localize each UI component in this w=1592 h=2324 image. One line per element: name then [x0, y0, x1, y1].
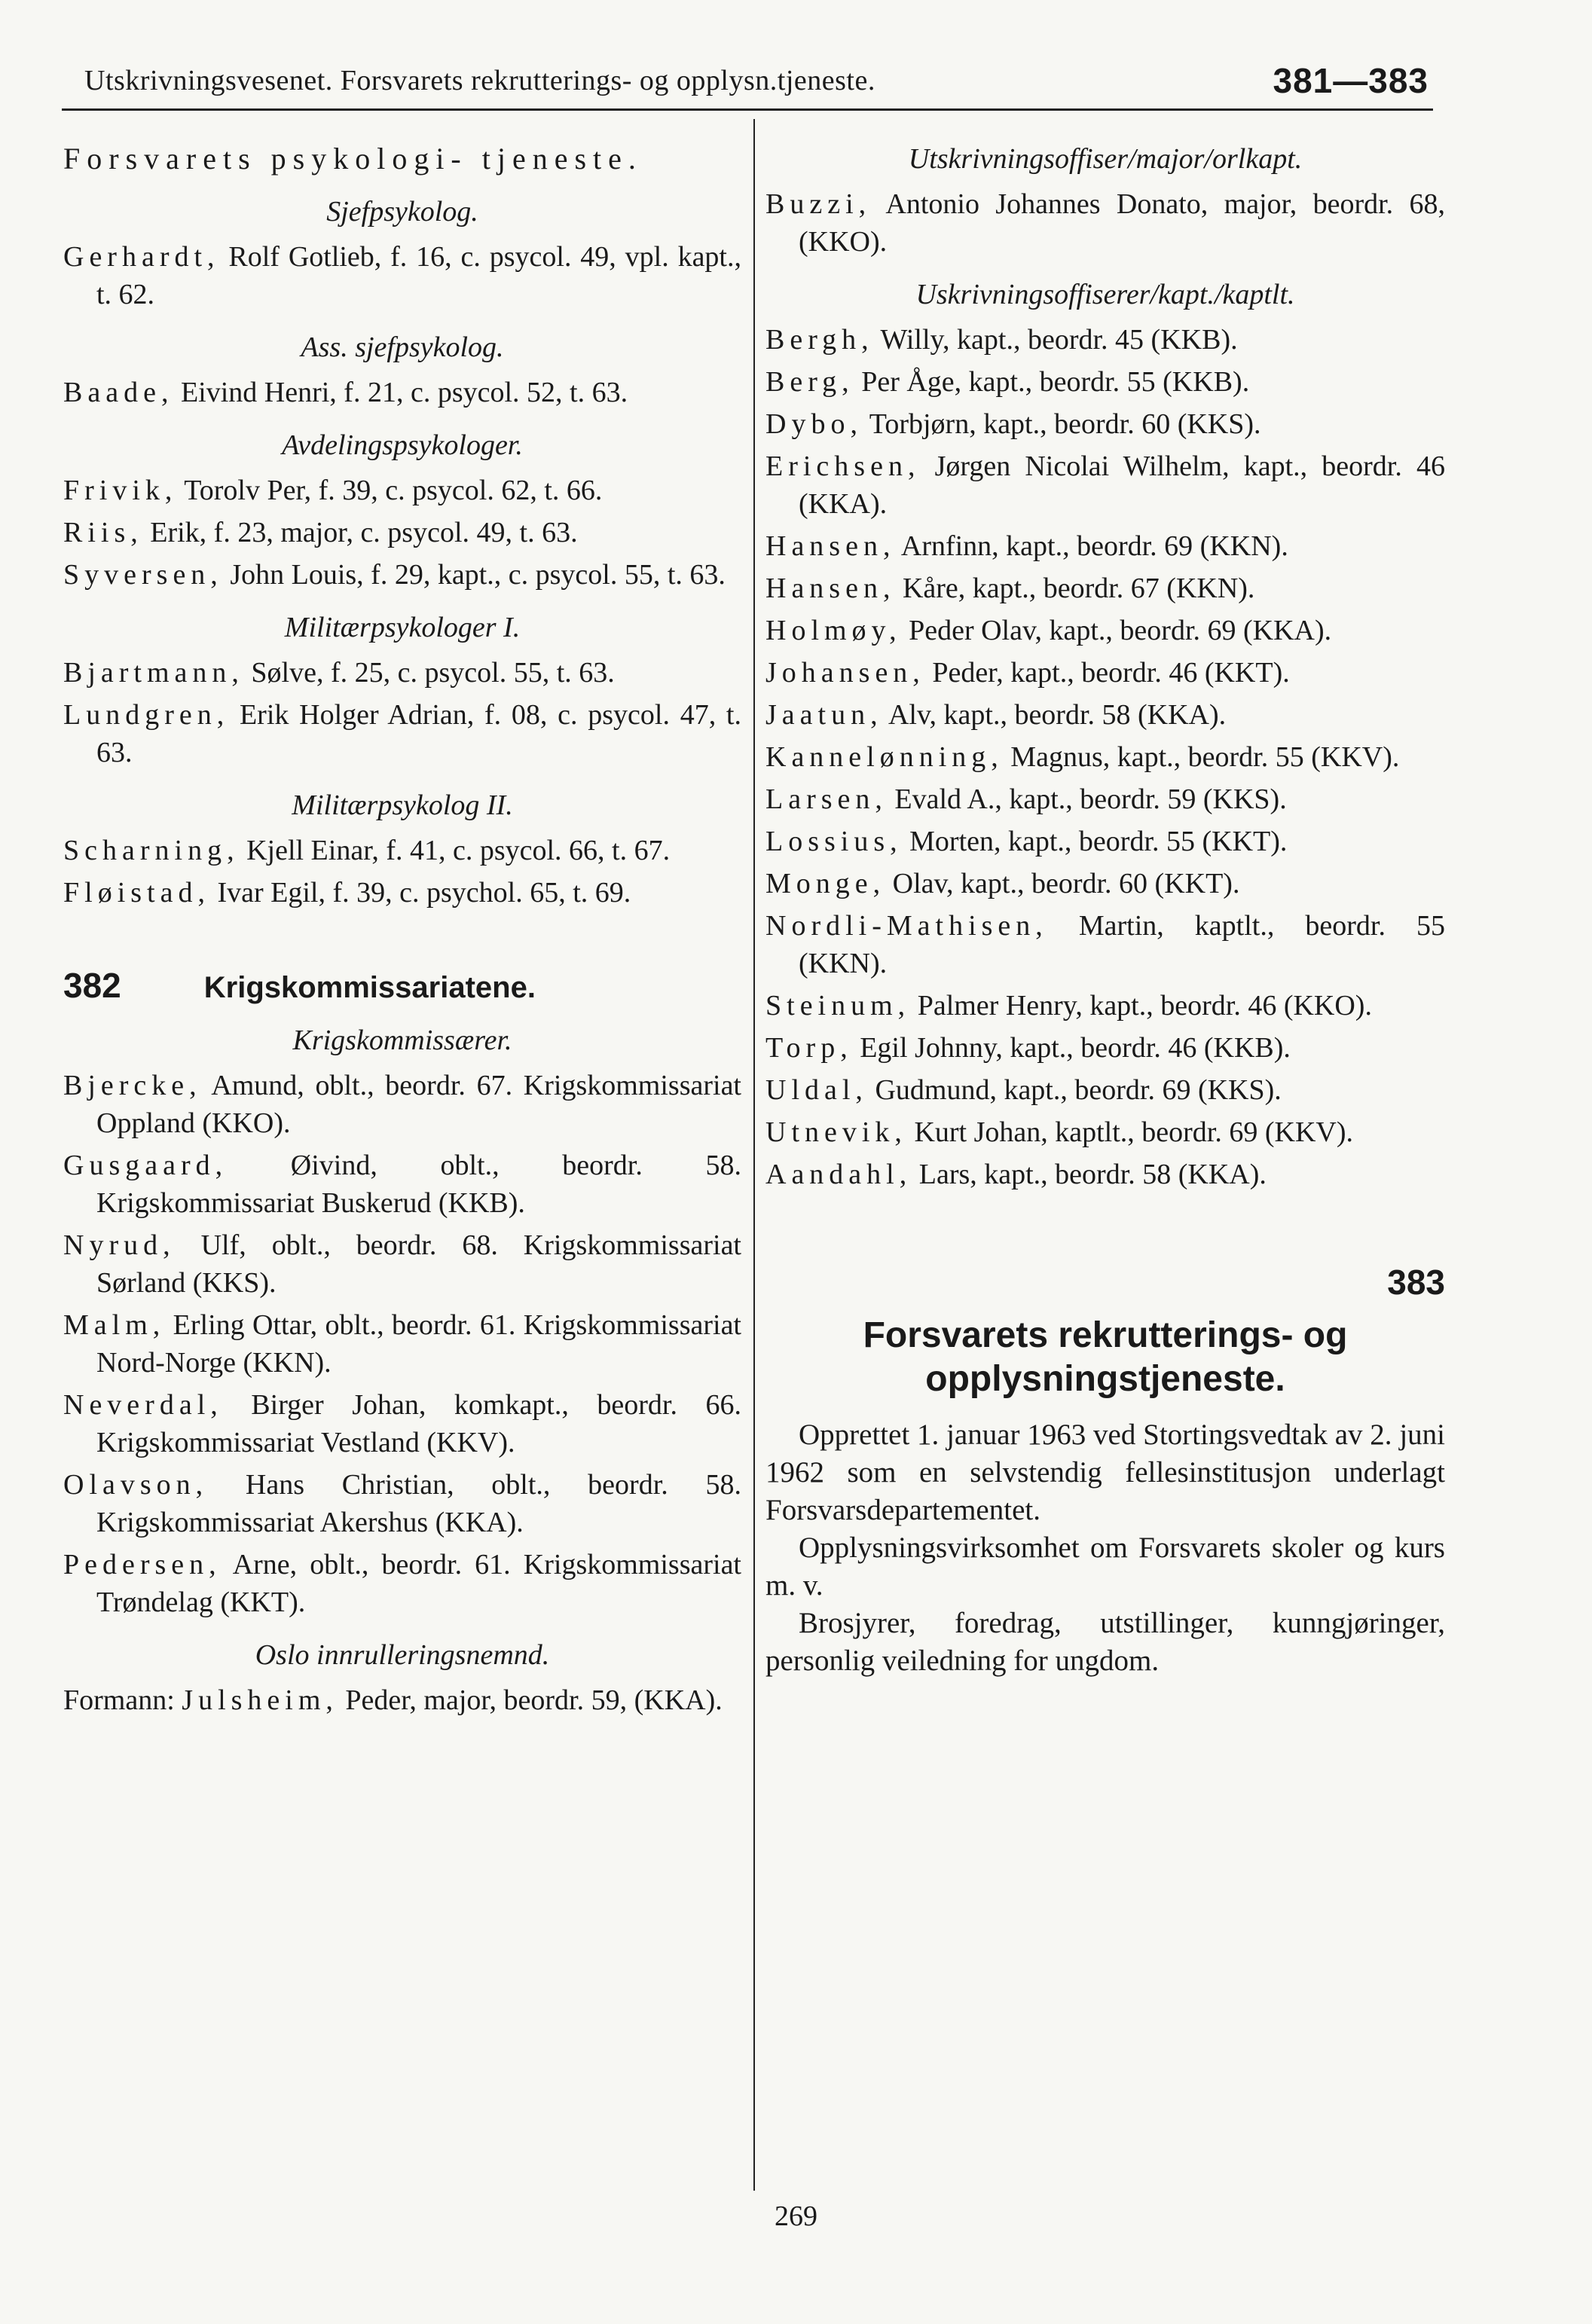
entry-details: Øivind, oblt., beordr. 58. Krigskommissariat Buskerud (KKB).	[96, 1150, 741, 1219]
list-item	[765, 1029, 1445, 1067]
list-item	[765, 570, 1445, 607]
column-divider	[753, 119, 755, 2191]
entry-name: Bergh,	[765, 324, 874, 356]
list-item	[765, 738, 1445, 776]
header-rule	[62, 108, 1433, 111]
group-heading: Krigskommissærer.	[292, 1025, 512, 1056]
entry-name: Kannelønning,	[765, 741, 1004, 773]
entry-name: Aandahl,	[765, 1159, 912, 1190]
entry-name: Julsheim,	[182, 1684, 338, 1716]
list-item	[765, 823, 1445, 860]
group-heading: Militærpsykolog II.	[292, 789, 513, 821]
entry-details: Torolv Per, f. 39, c. psycol. 62, t. 66.	[177, 475, 603, 506]
entry-details: Peder, major, beordr. 59, (KKA).	[338, 1684, 723, 1716]
list-item	[765, 612, 1445, 649]
section-number: 382	[63, 966, 121, 1005]
list-item	[765, 447, 1445, 523]
group-heading: Militærpsykologer I.	[284, 612, 521, 643]
entry-name: Fløistad,	[63, 877, 210, 909]
list-item	[765, 405, 1445, 443]
entry-details: Ivar Egil, f. 39, c. psychol. 65, t. 69.	[209, 877, 631, 909]
group	[63, 426, 741, 594]
entry-details: Sølve, f. 25, c. psycol. 55, t. 63.	[243, 657, 615, 689]
entry-details: Evald A., kapt., beordr. 59 (KKS).	[887, 783, 1287, 815]
group-heading: Uskrivningsoffiserer/kapt./kaptlt.	[915, 279, 1295, 310]
entry-details: Peder, kapt., beordr. 46 (KKT).	[924, 657, 1290, 689]
list-item	[63, 832, 741, 869]
running-title: Utskrivningsvesenet. Forsvarets rekrutterings- og opplysn.tjeneste.	[84, 65, 875, 96]
list-item	[63, 1306, 741, 1382]
entry-name: Buzzi,	[765, 188, 872, 220]
entry-details: Rolf Gotlieb, f. 16, c. psycol. 49, vpl. kapt., t. 62.	[96, 241, 741, 310]
entry-name: Uldal,	[765, 1074, 868, 1106]
group	[63, 328, 741, 411]
list-item	[765, 907, 1445, 982]
entry-name: Bjartmann,	[63, 657, 244, 689]
group-heading: Utskrivningsoffiser/major/orlkapt.	[908, 143, 1303, 175]
section-title: Forsvarets rekrutterings- og opplysningstjeneste.	[863, 1315, 1348, 1399]
group	[63, 786, 741, 912]
entry-name: Johansen,	[765, 657, 925, 689]
list-item	[63, 874, 741, 912]
entry-details: Arnfinn, kapt., beordr. 69 (KKN).	[895, 530, 1288, 562]
list-item	[765, 654, 1445, 692]
group	[63, 193, 741, 313]
entry-name: Torp,	[765, 1032, 853, 1064]
entry-name: Lossius,	[765, 826, 903, 857]
entry-name: Olavson,	[63, 1469, 209, 1501]
page-number: 269	[775, 2200, 817, 2232]
entry-name: Erichsen,	[765, 450, 921, 482]
list-item	[63, 696, 741, 771]
entry-name: Malm,	[63, 1309, 166, 1341]
group	[63, 609, 741, 771]
entry-details: Lars, kapt., beordr. 58 (KKA).	[912, 1159, 1267, 1190]
entry-details: Jørgen Nicolai Wilhelm, kapt., beordr. 46 (KKA).	[799, 450, 1445, 520]
entry-details: Kåre, kapt., beordr. 67 (KKN).	[895, 573, 1255, 604]
list-item	[63, 1546, 741, 1621]
list-item	[765, 865, 1445, 902]
entry-name: Monge,	[765, 868, 886, 899]
paragraph: Opprettet 1. januar 1963 ved Stortingsvedtak av 2. juni 1962 som en selvstendig fellesinstitusjon underlagt Forsvarsdepartementet.	[765, 1419, 1445, 1526]
list-item	[765, 696, 1445, 734]
list-item	[63, 238, 741, 313]
entry-details: Amund, oblt., beordr. 67. Krigskommissariat Oppland (KKO).	[96, 1070, 741, 1139]
entry-name: Riis,	[63, 517, 143, 548]
entry-name: Jaatun,	[765, 699, 883, 731]
entry-details: Ulf, oblt., beordr. 68. Krigskommissariat Sørland (KKS).	[96, 1229, 741, 1299]
entry-name: Steinum,	[765, 990, 911, 1022]
entry-details: Kurt Johan, kaptlt., beordr. 69 (KKV).	[906, 1116, 1353, 1148]
entry-details: Willy, kapt., beordr. 45 (KKB).	[873, 324, 1238, 356]
entry-prefix: Formann:	[63, 1684, 182, 1716]
entry-details: Palmer Henry, kapt., beordr. 46 (KKO).	[910, 990, 1372, 1022]
entry-name: Frivik,	[63, 475, 178, 506]
entry-details: Birger Johan, komkapt., beordr. 66. Krigskommissariat Vestland (KKV).	[96, 1389, 741, 1458]
entry-details: Morten, kapt., beordr. 55 (KKT).	[902, 826, 1288, 857]
section-382-header	[63, 964, 741, 1006]
group-heading: Sjefpsykolog.	[326, 196, 478, 228]
entry-name: Nyrud,	[63, 1229, 176, 1261]
list-item	[63, 1147, 741, 1222]
entry-details: Gudmund, kapt., beordr. 69 (KKS).	[867, 1074, 1282, 1106]
section-title-psykologitjeneste: Forsvarets psykologi- tjeneste.	[63, 142, 643, 176]
list-item	[765, 1113, 1445, 1151]
entry-name: Pedersen,	[63, 1549, 222, 1580]
entry-name: Syversen,	[63, 559, 223, 591]
list-item	[63, 1386, 741, 1461]
list-item	[765, 780, 1445, 818]
entry-name: Bjercke,	[63, 1070, 202, 1101]
entry-details: Antonio Johannes Donato, major, beordr. 68, (KKO).	[799, 188, 1445, 258]
entry-details: Torbjørn, kapt., beordr. 60 (KKS).	[862, 408, 1261, 440]
entry-name: Nordli-Mathisen,	[765, 910, 1048, 942]
entry-details: Martin, kaptlt., beordr. 55 (KKN).	[799, 910, 1445, 979]
list-item	[765, 185, 1445, 261]
entry-details: Kjell Einar, f. 41, c. psycol. 66, t. 67.	[239, 835, 671, 866]
entry-name: Dybo,	[765, 408, 863, 440]
entry-details: Erik, f. 23, major, c. psycol. 49, t. 63.	[142, 517, 578, 548]
entry-name: Larsen,	[765, 783, 888, 815]
paragraph: Opplysningsvirksomhet om Forsvarets skoler og kurs m. v.	[765, 1532, 1445, 1602]
entry-name: Hansen,	[765, 530, 896, 562]
left-column	[63, 140, 741, 1724]
list-item	[765, 987, 1445, 1025]
list-item	[765, 321, 1445, 359]
entry-details: Erik Holger Adrian, f. 08, c. psycol. 47, t. 63.	[96, 699, 741, 768]
page-range: 381—383	[1273, 61, 1429, 100]
entry-name: Gerhardt,	[63, 241, 220, 273]
entry-name: Baade,	[63, 377, 174, 408]
section-number: 383	[1387, 1263, 1445, 1302]
running-header	[84, 54, 1429, 107]
section-title: Krigskommissariatene.	[203, 971, 536, 1004]
list-item	[63, 472, 741, 509]
list-item	[63, 374, 741, 411]
list-item	[63, 654, 741, 692]
entry-details: Erling Ottar, oblt., beordr. 61. Krigskommissariat Nord-Norge (KKN).	[96, 1309, 741, 1379]
entry-name: Hansen,	[765, 573, 896, 604]
group-heading: Oslo innrulleringsnemnd.	[255, 1639, 550, 1671]
entry-name: Scharning,	[63, 835, 240, 866]
entry-details: Egil Johnny, kapt., beordr. 46 (KKB).	[852, 1032, 1291, 1064]
list-item	[63, 1466, 741, 1541]
entry-details: Eivind Henri, f. 21, c. psycol. 52, t. 63.	[173, 377, 628, 408]
group-heading: Avdelingspsykologer.	[282, 429, 523, 461]
list-item	[765, 1071, 1445, 1109]
entry-name: Lundgren,	[63, 699, 230, 731]
list-item	[63, 1226, 741, 1302]
entry-name: Berg,	[765, 366, 854, 398]
entry-details: Per Åge, kapt., beordr. 55 (KKB).	[854, 366, 1250, 398]
list-item	[765, 363, 1445, 401]
list-item	[63, 1067, 741, 1142]
list-item	[63, 1681, 741, 1719]
paragraph: Brosjyrer, foredrag, utstillinger, kunngjøringer, personlig veiledning for ungdom.	[765, 1607, 1445, 1677]
entry-name: Gusgaard,	[63, 1150, 228, 1181]
right-column	[765, 140, 1445, 1680]
entry-details: Magnus, kapt., beordr. 55 (KKV).	[1003, 741, 1400, 773]
list-item	[765, 1156, 1445, 1193]
list-item	[63, 556, 741, 594]
entry-name: Neverdal,	[63, 1389, 223, 1421]
entry-details: John Louis, f. 29, kapt., c. psycol. 55, t. 63.	[222, 559, 726, 591]
group-heading: Ass. sjefpsykolog.	[301, 331, 504, 363]
entry-name: Holmøy,	[765, 615, 902, 646]
entry-details: Arne, oblt., beordr. 61. Krigskommissariat Trøndelag (KKT).	[96, 1549, 741, 1618]
list-item	[765, 527, 1445, 565]
entry-name: Utnevik,	[765, 1116, 907, 1148]
list-item	[63, 514, 741, 551]
entry-details: Hans Christian, oblt., beordr. 58. Krigskommissariat Akershus (KKA).	[96, 1469, 741, 1538]
entry-details: Olav, kapt., beordr. 60 (KKT).	[885, 868, 1240, 899]
entry-details: Peder Olav, kapt., beordr. 69 (KKA).	[901, 615, 1332, 646]
entry-details: Alv, kapt., beordr. 58 (KKA).	[882, 699, 1227, 731]
